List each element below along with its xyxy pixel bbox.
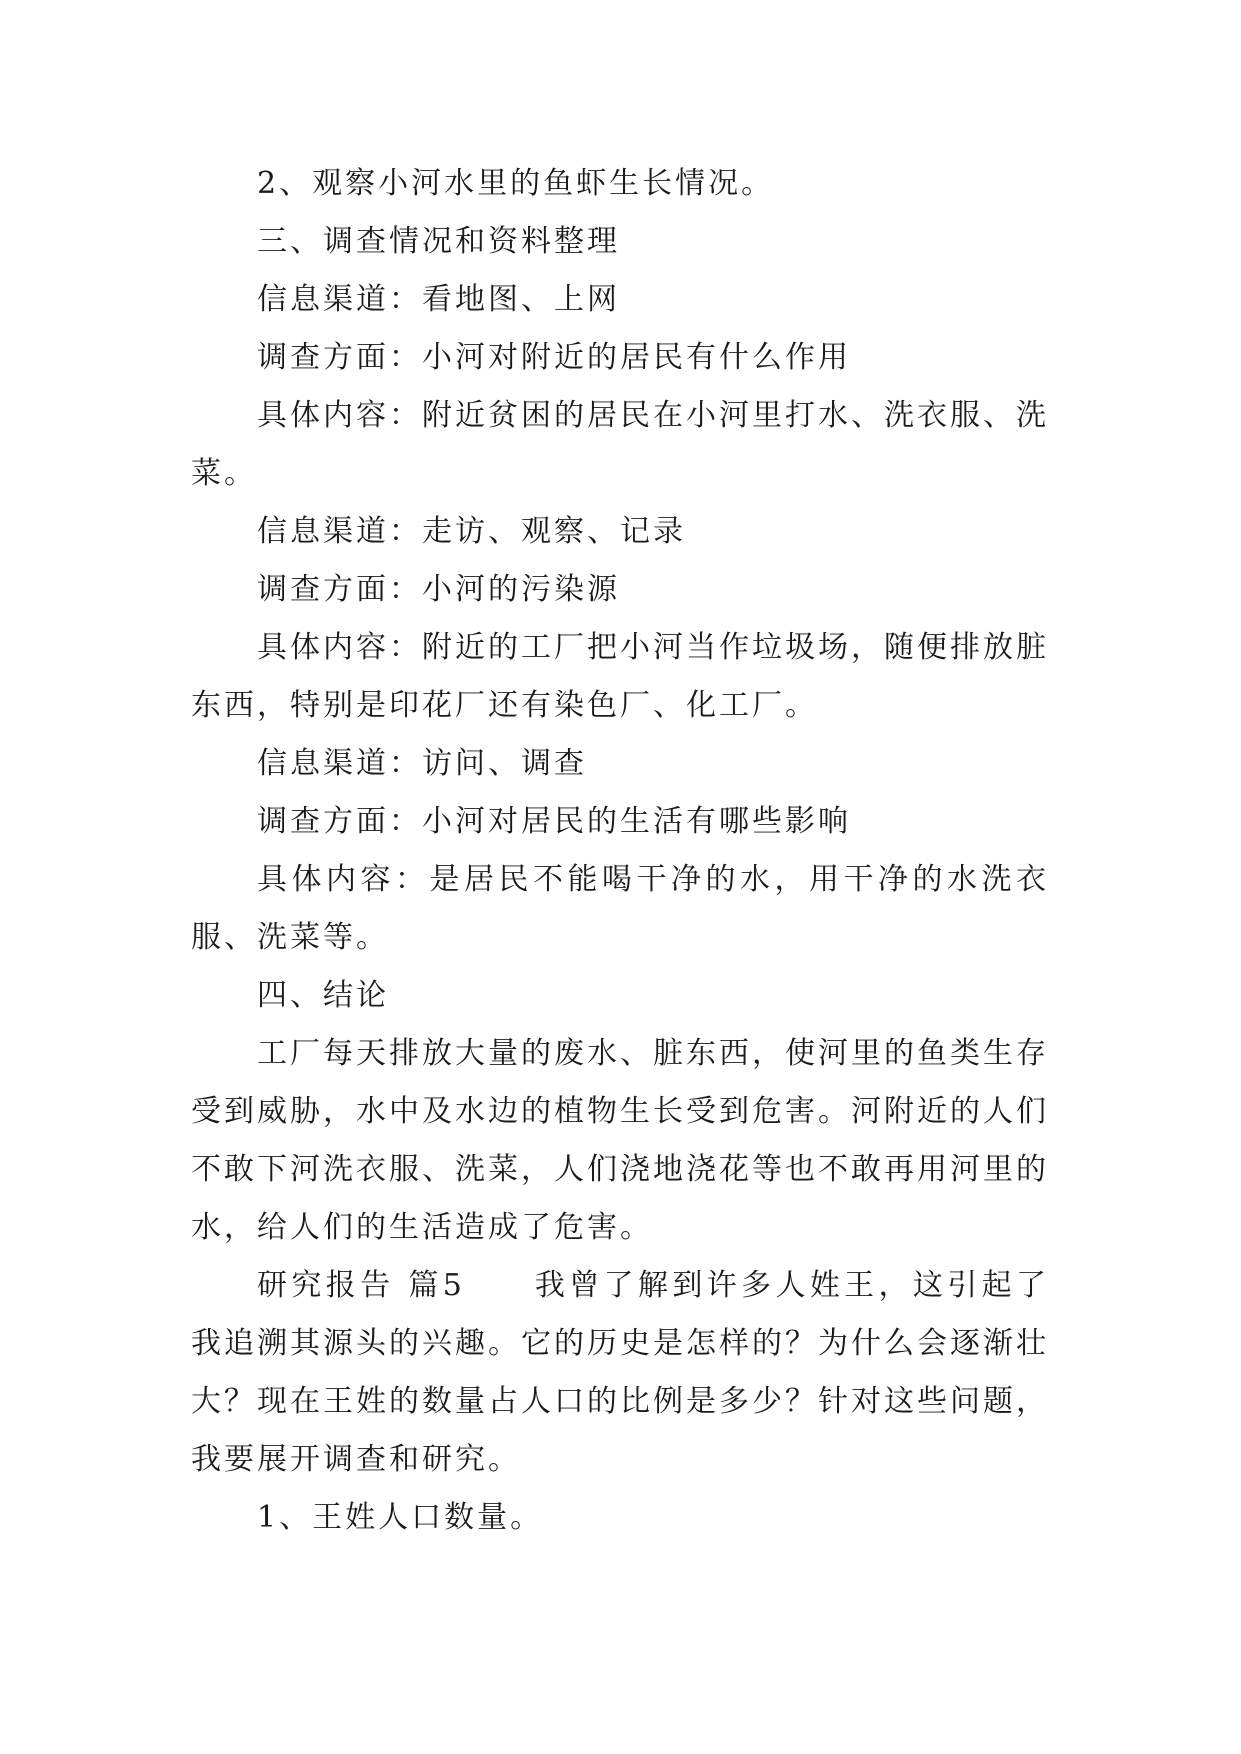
paragraph-wang-population: 1、王姓人口数量。 — [257, 1500, 544, 1535]
section-heading-survey: 三、调查情况和资料整理 — [257, 224, 620, 259]
paragraph-report-5-intro: 研究报告 篇5 我曾了解到许多人姓王，这引起了我追溯其源头的兴趣。它的历史是怎样的？为什么会逐渐壮大？现在王姓的数量占人口的比例是多少？针对这些问题，我要展开调查和研究。 — [191, 1268, 1049, 1477]
paragraph-content-1: 具体内容：附近贫困的居民在小河里打水、洗衣服、洗菜。 — [191, 398, 1049, 491]
paragraph-conclusion: 工厂每天排放大量的废水、脏东西，使河里的鱼类生存受到威胁，水中及水边的植物生长受到危害。河附近的人们不敢下河洗衣服、洗菜，人们浇地浇花等也不敢再用河里的水，给人们的生活造成了危害。 — [191, 1036, 1049, 1245]
paragraph-observe-fish: 2、观察小河水里的鱼虾生长情况。 — [257, 166, 775, 201]
paragraph-content-2: 具体内容：附近的工厂把小河当作垃圾场，随便排放脏东西，特别是印花厂还有染色厂、化工厂。 — [191, 630, 1049, 723]
paragraph-info-channel-2: 信息渠道：走访、观察、记录 — [257, 514, 686, 549]
section-heading-conclusion: 四、结论 — [257, 978, 389, 1013]
paragraph-info-channel-1: 信息渠道：看地图、上网 — [257, 282, 620, 317]
paragraph-content-3: 具体内容：是居民不能喝干净的水，用干净的水洗衣服、洗菜等。 — [191, 862, 1049, 955]
paragraph-info-channel-3: 信息渠道：访问、调查 — [257, 746, 587, 781]
document-body — [191, 155, 1049, 1547]
paragraph-survey-aspect-3: 调查方面：小河对居民的生活有哪些影响 — [257, 804, 851, 839]
paragraph-survey-aspect-2: 调查方面：小河的污染源 — [257, 572, 620, 607]
paragraph-survey-aspect-1: 调查方面：小河对附近的居民有什么作用 — [257, 340, 851, 375]
